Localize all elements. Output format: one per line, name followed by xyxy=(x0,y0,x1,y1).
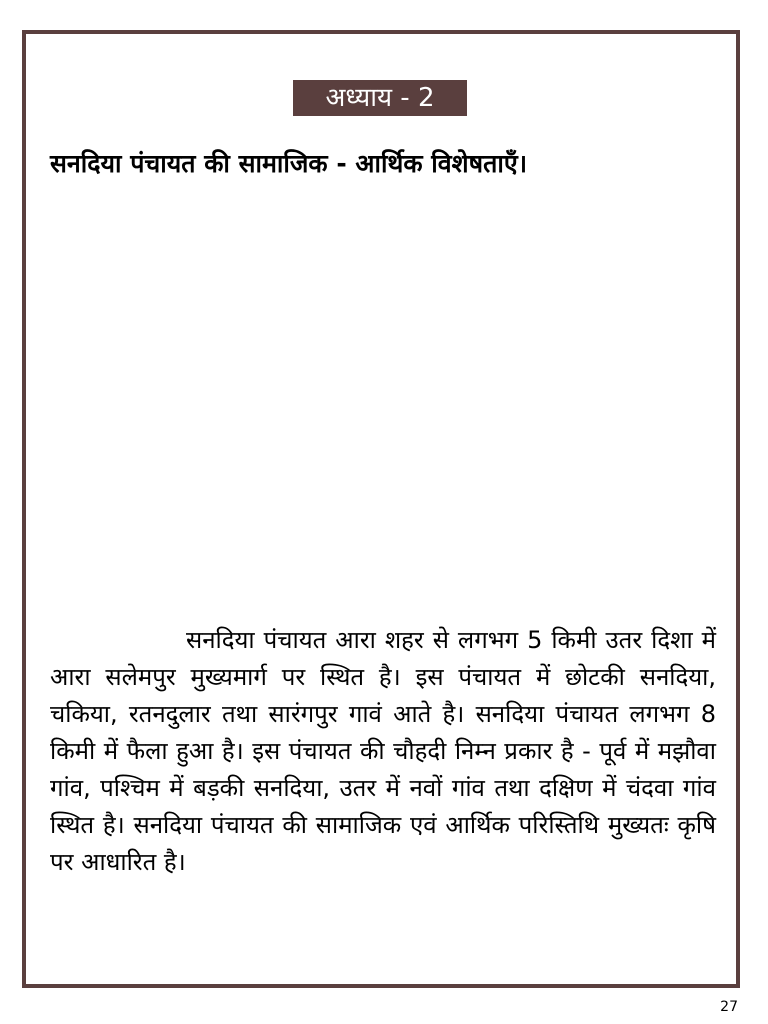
page-number: 27 xyxy=(720,999,738,1015)
body-paragraph-text: सनदिया पंचायत आरा शहर से लगभग 5 किमी उतर दिशा में आरा सलेमपुर मुख्यमार्ग पर स्थित है। इस पंचायत में छोटकी सनदिया, चकिया, रतनदुलार तथा सारंगपुर गावं आते है। सनदिया पंचायत लगभग 8 किमी में फैला हुआ है। इस पंचायत की चौहदी निम्न प्रकार है - पूर्व में मझौवा गांव, पश्चिम में बड़की सनदिया, उतर में नवों गांव तथा दक्षिण में चंदवा गांव स्थित है। सनदिया पंचायत की सामाजिक एवं आर्थिक परिस्तिथि मुख्यतः कृषि पर आधारित है। xyxy=(50,626,716,876)
chapter-badge: अध्याय - 2 xyxy=(293,80,467,116)
body-paragraph xyxy=(50,622,716,881)
chapter-title: सनदिया पंचायत की सामाजिक - आर्थिक विशेषताएँ। xyxy=(50,149,528,178)
